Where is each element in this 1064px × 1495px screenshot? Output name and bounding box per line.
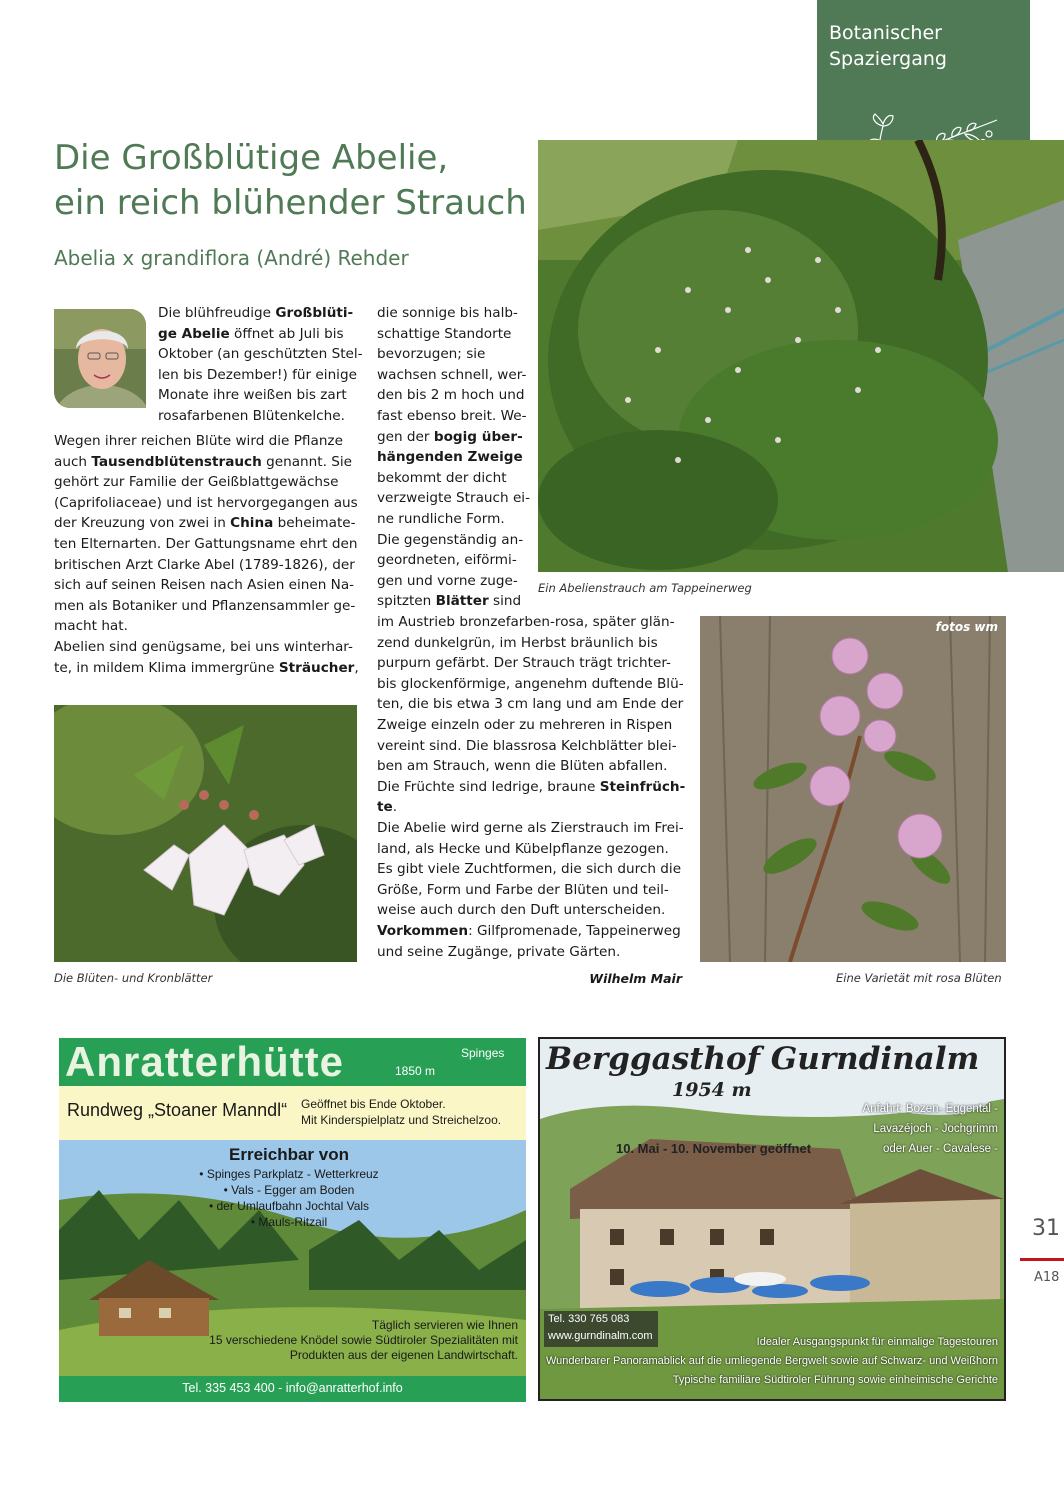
col2-text-continued: im Austrieb bronzefarben-rosa, später glän- zend dunkelgrün, im Herbst bräunlich bis purpurn gefärbt. Der Strauch trägt trichter- bis glockenförmige, angenehm duftende Blü- ten, die bis etwa 3 cm lang und am Ende der Zweige einzeln oder zu mehreren in Rispen vereint sind. Die blassrosa Kelchblätter blei- ben am Strauch, wenn die Blüten abfallen. Die Früchte sind ledrige, braune Steinfrüch- te. Die Abelie wird gerne als Zierstrauch im Frei- land, als Hecke und Kübelpflanze gezogen. Es gibt viele Zuchtformen, die sich durch die Größe, Form und Farbe der Blüten und teil- weise auch durch den Duft unterscheiden. Vorkommen: Gilfpromenade, Tappeinerweg und seine Zugänge, private Gärten. [377, 614, 686, 960]
ad1-offer: Täglich servieren wie Ihnen 15 verschiedene Knödel sowie Südtiroler Spezialitäten mit Produkten aus der eigenen Landwirtschaft. [209, 1318, 518, 1362]
page-rule [1020, 1258, 1064, 1261]
ad1-contact: Tel. 335 453 400 - info@anratterhof.info [182, 1381, 403, 1395]
caption-photo1: Ein Abelienstrauch am Tappeinerweg [538, 581, 752, 595]
ad1-info-bar [59, 1086, 526, 1140]
ad1-opening: Geöffnet bis Ende Oktober. Mit Kinderspielplatz und Streichelzoo. [301, 1097, 502, 1127]
article-subtitle: Abelia x grandiflora (André) Rehder [54, 246, 409, 270]
ad1-altitude: 1850 m [395, 1064, 436, 1078]
ad2-features: Idealer Ausgangspunkt für einmalige Tagestouren Wunderbarer Panoramablick auf die umliegende Bergwelt sowie auf Schwarz- und Weißhorn Typische familiäre Südtiroler Führung sowie einheimische Gerichte [545, 1336, 998, 1386]
photo-abelia-shrub [538, 140, 1064, 572]
col2-text: die sonnige bis halb- schattige Standorte bevorzugen; sie wachsen schnell, wer- den bis 2 m hoch und fast ebenso breit. We- gen der bogig über- hängenden Zweige bekommt der dicht verzweigte Strauch ei- ne rundliche Form. Die gegenständig an- geordneten, eiförmi- gen und vorne zuge- spitzten Blätter sind [377, 305, 530, 610]
ad1-place: Spinges [461, 1046, 505, 1060]
col1-intro-text: Die blühfreudige Großblüti- ge Abelie öffnet ab Juli bis Oktober (an geschützten Stel- len bis Dezember!) für einige Monate ihre weißen bis zart rosafarbenen Blütenkelche. [158, 305, 363, 424]
author-portrait [54, 309, 146, 408]
ad-anratterhuette [59, 1038, 526, 1402]
section-title: Botanischer Spaziergang [829, 22, 947, 70]
article-title: Die Großblütige Abelie, ein reich blühender Strauch [54, 138, 527, 223]
photo-blossoms-white [54, 705, 357, 962]
ad1-name: Anratterhütte [65, 1038, 345, 1085]
ad-gurndinalm [538, 1037, 1006, 1401]
ad2-name: Berggasthof Gurndinalm [546, 1041, 980, 1077]
page-code: A18 [1034, 1270, 1060, 1285]
ad2-season: 10. Mai - 10. November geöffnet [616, 1141, 812, 1156]
section-tab [817, 0, 1030, 160]
page-number: 31 [1032, 1216, 1060, 1241]
photo-blossoms-pink [700, 616, 1006, 962]
ad2-altitude: 1954 m [672, 1079, 752, 1101]
ad1-photo [59, 1140, 526, 1376]
ad1-trail: Rundweg „Stoaner Manndl“ [67, 1100, 288, 1120]
caption-photo2: Die Blüten- und Kronblätter [54, 971, 213, 985]
photo-credit: fotos wm [935, 620, 998, 634]
caption-photo3: Eine Varietät mit rosa Blüten [836, 971, 1002, 985]
ad2-contact: Tel. 330 765 083 www.gurndinalm.com [544, 1311, 658, 1347]
col1-text: Wegen ihrer reichen Blüte wird die Pflanze auch Tausendblütenstrauch genannt. Sie gehört zur Familie der Geißblattgewächse (Caprifoliaceae) und ist hervorgegangen aus der Kreuzung von zwei in China beheimate- ten Elternarten. Der Gattungsname ehrt den britischen Arzt Clarke Abel (1789-1826), der sich auf seinen Reisen nach Asien einen Na- men als Botaniker und Pflanzensammler ge- macht hat. Abelien sind genügsame, bei uns winterhar- te, in mildem Klima immergrüne Sträucher, [54, 433, 359, 676]
ad1-reach: Erreichbar von • Spinges Parkplatz - Wetterkreuz • Vals - Egger am Boden • der Umlaufbahn Jochtal Vals • Mauls-Ritzail [199, 1145, 379, 1229]
author-name: Wilhelm Mair [589, 971, 682, 986]
ad1-footer [59, 1376, 526, 1402]
ad2-route: Anfahrt: Bozen- Eggental - Lavazéjoch - Jochgrimm oder Auer - Cavalese - [862, 1103, 998, 1155]
ad1-header [59, 1038, 526, 1086]
